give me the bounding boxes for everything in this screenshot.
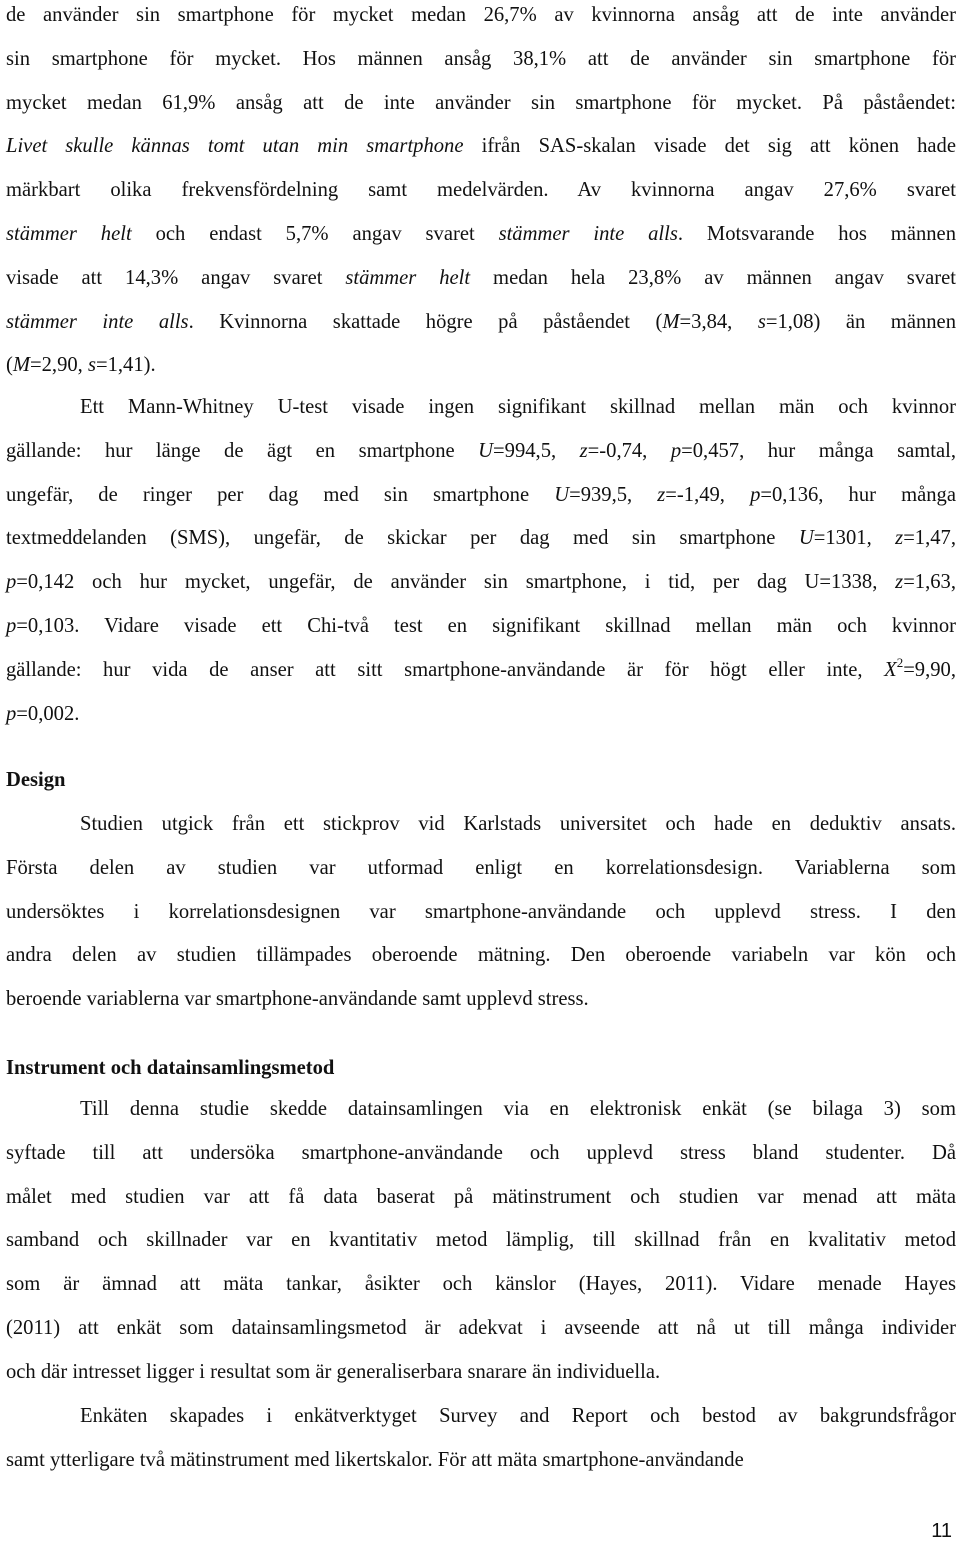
text-line: samt ytterligare två mätinstrument med likertskalor. För att mäta smartphone-användande [6,1448,744,1471]
page-number: 11 [931,1520,952,1542]
text-line: stämmer helt och endast 5,7% angav svaret stämmer inte alls. Motsvarande hos männen [6,222,956,245]
text-line: andra delen av studien tillämpades oberoende mätning. Den oberoende variabeln var kön och [6,944,956,967]
text-line: ungefär, de ringer per dag med sin smartphone U=939,5, z=-1,49, p=0,136, hur många [6,483,956,506]
section-heading-instrument: Instrument och datainsamlingsmetod [6,1057,335,1079]
text-line: som är ämnad att mäta tankar, åsikter och känslor (Hayes, 2011). Vidare menade Hayes [6,1273,956,1296]
text-line: beroende variablerna var smartphone-användande samt upplevd stress. [6,988,589,1011]
text-line: (2011) att enkät som datainsamlingsmetod är adekvat i avseende att nå ut till många individer [6,1316,956,1339]
text-line: målet med studien var att få data baserat på mätinstrument och studien var menad att mäta [6,1185,956,1208]
text-line: märkbart olika frekvensfördelning samt medelvärden. Av kvinnorna angav 27,6% svaret [6,179,956,202]
text-line: stämmer inte alls. Kvinnorna skattade högre på påståendet (M=3,84, s=1,08) än männen [6,310,956,333]
results-paragraph-1 [6,0,956,388]
text-line: Första delen av studien var utformad enligt en korrelationsdesign. Variablerna som [6,856,956,879]
section-heading-design: Design [6,769,66,791]
text-line: visade att 14,3% angav svaret stämmer helt medan hela 23,8% av männen angav svaret [6,266,956,289]
text-line: p=0,142 och hur mycket, ungefär, de använder sin smartphone, i tid, per dag U=1338, z=1,63, [6,571,956,594]
results-paragraph-2 [6,386,956,736]
instrument-paragraph-2 [6,1395,956,1483]
instrument-paragraph-1 [6,1088,956,1395]
text-line: undersöktes i korrelationsdesignen var smartphone-användande och upplevd stress. I den [6,900,956,923]
text-line: och där intresset ligger i resultat som är generaliserbara snarare än individuella. [6,1360,661,1383]
text-line: p=0,002. [6,702,80,725]
text-line: mycket medan 61,9% ansåg att de inte använder sin smartphone för mycket. På påståendet: [6,91,956,114]
italic-phrase: Livet skulle kännas tomt utan min smartphone [6,135,464,158]
text-line: textmeddelanden (SMS), ungefär, de skickar per dag med sin smartphone U=1301, z=1,47, [6,527,956,550]
text-line: sin smartphone för mycket. Hos männen ansåg 38,1% att de använder sin smartphone för [6,47,956,70]
text-line: gällande: hur vida de anser att sitt smartphone-användande är för högt eller inte, $X^2=9,90$, [6,654,956,681]
text-line: Ett Mann-Whitney U-test visade ingen signifikant skillnad mellan män och kvinnor [80,396,956,418]
text-line: (M=2,90, s=1,41). [6,354,156,377]
text-line: Enkäten skapades i enkätverktyget Survey and Report och bestod av bakgrundsfrågor [80,1405,956,1427]
design-paragraph [6,803,956,1022]
text-line: Studien utgick från ett stickprov vid Karlstads universitet och hade en deduktiv ansats. [80,813,956,835]
text-line: syftade till att undersöka smartphone-användande och upplevd stress bland studenter. Då [6,1141,956,1164]
text-line: Livet skulle kännas tomt utan min smartphone ifrån SAS-skalan visade det sig att könen hade [6,135,956,158]
text-line: p=0,103. Vidare visade ett Chi-två test en signifikant skillnad mellan män och kvinnor [6,614,956,637]
text-line: samband och skillnader var en kvantitativ metod lämplig, till skillnad från en kvalitativ metod [6,1229,956,1252]
text-line: gällande: hur länge de ägt en smartphone U=994,5, z=-0,74, p=0,457, hur många samtal, [6,439,957,462]
text-line: Till denna studie skedde datainsamlingen via en elektronisk enkät (se bilaga 3) som [80,1098,956,1120]
text-line: de använder sin smartphone för mycket medan 26,7% av kvinnorna ansåg att de inte använder [6,4,956,26]
